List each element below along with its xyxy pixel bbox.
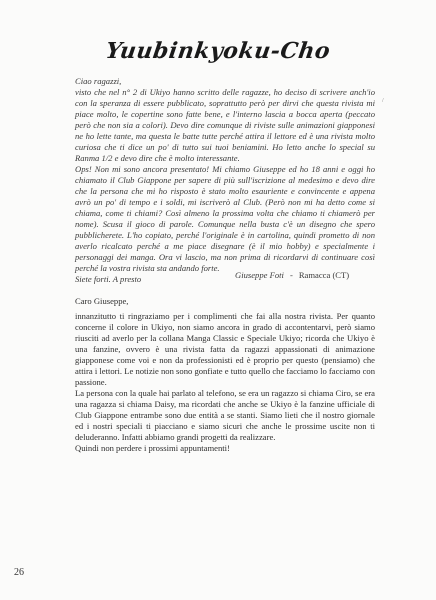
- letter-author: Giuseppe Foti: [235, 270, 284, 280]
- reply-salutation: Caro Giuseppe,: [75, 296, 129, 306]
- reply-paragraph-2: La persona con la quale hai parlato al telefono, se era un ragazzo si chiama Ciro, se era una ragazza si chiama Daisy, ma ricordati che anche se Ukiyo è la fanzine ufficiale di Club Giappone entrambe sono due entità a se stanti. Siamo lieti che il nostro giornale ed i nostri speciali ti piacciano e siamo sicuri che anche le prossime uscite non ti deluderanno. Infatti abbiamo grandi progetti da realizzare.: [75, 388, 375, 442]
- letter-paragraph-1: visto che nel n° 2 di Ukiyo hanno scritto delle ragazze, ho deciso di scrivere anch'io con la speranza di essere pubblicato, soprattutto però per dirvi che questa rivista mi piace molto, le copertine sono fatte bene, e l'interno lascia a bocca aperta (peccato però che non sia a colori). Devo dire comunque di riviste sulle animazioni giapponesi ne ho lette tante, ma questa le batte tutte perché attira il lettore ed è una rivista molto curiosa che ti dice un po' di tutto sui tuoi beniamini. Ho letto anche lo special su Ranma 1/2 e devo dire che è molto interessante.: [75, 87, 375, 163]
- page-title: Yuubinkyoku-Cho: [104, 38, 332, 64]
- letter-paragraph-2: Ops! Non mi sono ancora presentato! Mi chiamo Giuseppe ed ho 18 anni e oggi ho chiamato il Club Giappone per sapere di più sull'iscrizione al medesimo e devo dire che la persona che mi ho risposto è stato molto esauriente e convincente e appena avrò un po' di tempo e i soldi, mi iscriverò al Club. (Però non mi ha detto come si chiama, come ti chiami? Così almeno la prossima volta che chiamo ti chiamerò per nome). Scusa il gioco di parole. Comunque nella busta c'è un disegno che spero pubblicherete. L'ho copiato, perché l'originale è in cartolina, quindi prometto di non averlo ricalcato perché a me piace disegnare (è il mio hobby) e specialmente i personaggi dei manga. Ora vi lascio, ma non prima di ricordarvi di continuare così perché la vostra rivista sta andando forte.: [75, 164, 375, 273]
- margin-mark: /: [382, 98, 384, 104]
- reply-paragraph-3: Quindi non perdere i prossimi appuntamenti!: [75, 443, 230, 453]
- signature-separator: -: [289, 270, 293, 280]
- letter-closing: Siete forti. A presto: [75, 274, 142, 284]
- page-number: 26: [14, 567, 24, 578]
- letter-greeting: Ciao ragazzi,: [75, 76, 122, 86]
- letter-city: Ramacca (CT): [298, 270, 350, 280]
- reader-letter: [75, 76, 375, 285]
- reply-paragraph-1: innanzitutto ti ringraziamo per i complimenti che fai alla nostra rivista. Per quanto concerne il colore in Ukiyo, non siamo ancora in grado di accontentarvi, però siamo riusciti ad averlo per la collana Manga Classic e Speciale Ukiyo; ricorda che Ukiyo è una fanzine, ovvero è una rivista fatta da ragazzi appassionati di animazione giapponese come voi e non da professionisti ed è proprio per questo (pensiamo) che attira i lettori. Le notizie non sono gonfiate e tutto quello che facciamo lo facciamo con passione.: [75, 311, 375, 387]
- editor-reply: [75, 296, 375, 454]
- letter-signature: [235, 270, 349, 280]
